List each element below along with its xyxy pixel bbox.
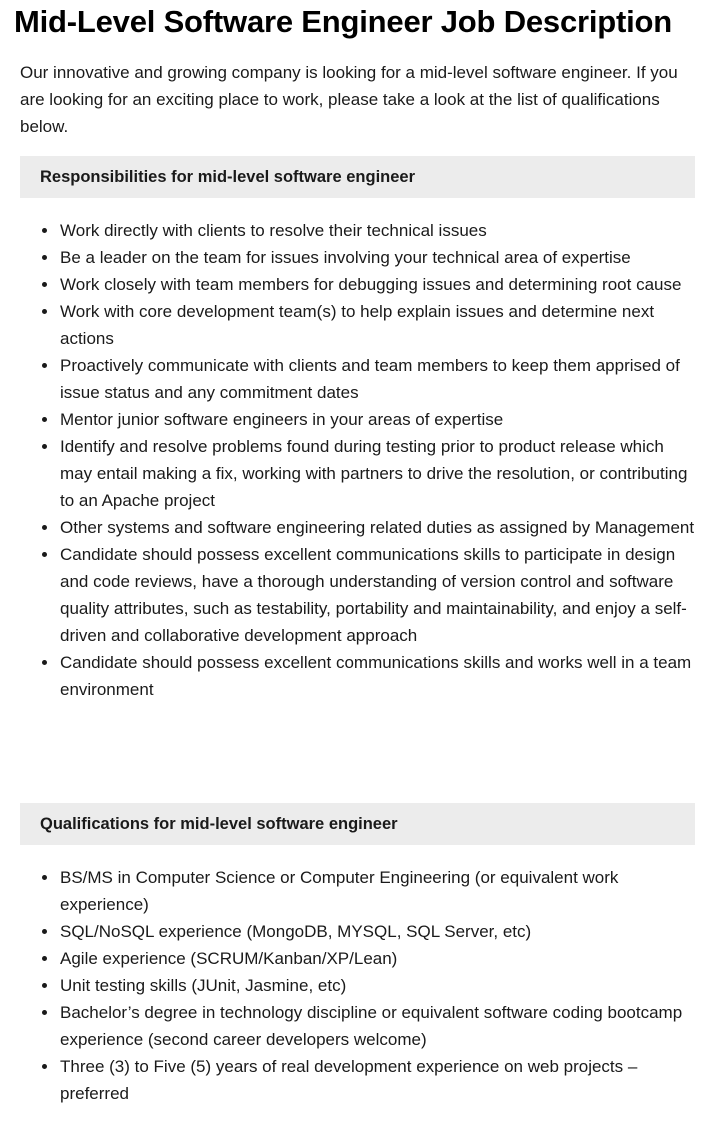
list-item: Three (3) to Five (5) years of real development experience on web projects – preferred bbox=[60, 1053, 695, 1107]
bullet-icon bbox=[42, 363, 47, 368]
qualifications-heading: Qualifications for mid-level software engineer bbox=[20, 803, 695, 845]
list-item: Work with core development team(s) to help explain issues and determine next actions bbox=[60, 298, 695, 352]
bullet-icon bbox=[42, 929, 47, 934]
list-item: Work closely with team members for debugging issues and determining root cause bbox=[60, 271, 695, 298]
list-item: Identify and resolve problems found during testing prior to product release which may entail making a fix, working with partners to drive the resolution, or contributing to an Apache project bbox=[60, 433, 695, 514]
bullet-icon bbox=[42, 983, 47, 988]
bullet-icon bbox=[42, 228, 47, 233]
bullet-icon bbox=[42, 282, 47, 287]
qualifications-list bbox=[20, 864, 695, 1107]
list-item: SQL/NoSQL experience (MongoDB, MYSQL, SQL Server, etc) bbox=[60, 918, 695, 945]
list-item: BS/MS in Computer Science or Computer Engineering (or equivalent work experience) bbox=[60, 864, 695, 918]
list-item: Candidate should possess excellent communications skills to participate in design and code reviews, have a thorough understanding of version control and software quality attributes, such as testability, portability and maintainability, and enjoy a self-driven and collaborative development approach bbox=[60, 541, 695, 649]
bullet-icon bbox=[42, 417, 47, 422]
bullet-icon bbox=[42, 525, 47, 530]
bullet-icon bbox=[42, 444, 47, 449]
bullet-icon bbox=[42, 1010, 47, 1015]
bullet-icon bbox=[42, 309, 47, 314]
list-item: Candidate should possess excellent communications skills and works well in a team environment bbox=[60, 649, 695, 703]
list-item: Proactively communicate with clients and team members to keep them apprised of issue status and any commitment dates bbox=[60, 352, 695, 406]
list-item: Unit testing skills (JUnit, Jasmine, etc) bbox=[60, 972, 695, 999]
bullet-icon bbox=[42, 1064, 47, 1069]
intro-paragraph: Our innovative and growing company is looking for a mid-level software engineer. If you are looking for an exciting place to work, please take a look at the list of qualifications below. bbox=[20, 63, 678, 136]
bullet-icon bbox=[42, 875, 47, 880]
page-title: Mid-Level Software Engineer Job Description bbox=[14, 4, 673, 39]
list-item: Mentor junior software engineers in your areas of expertise bbox=[60, 406, 695, 433]
bullet-icon bbox=[42, 552, 47, 557]
list-item: Agile experience (SCRUM/Kanban/XP/Lean) bbox=[60, 945, 695, 972]
responsibilities-list bbox=[20, 217, 695, 703]
responsibilities-heading: Responsibilities for mid-level software engineer bbox=[20, 156, 695, 198]
bullet-icon bbox=[42, 660, 47, 665]
list-item: Be a leader on the team for issues involving your technical area of expertise bbox=[60, 244, 695, 271]
bullet-icon bbox=[42, 255, 47, 260]
list-item: Bachelor’s degree in technology discipline or equivalent software coding bootcamp experience (second career developers welcome) bbox=[60, 999, 695, 1053]
bullet-icon bbox=[42, 956, 47, 961]
list-item: Work directly with clients to resolve their technical issues bbox=[60, 217, 695, 244]
list-item: Other systems and software engineering related duties as assigned by Management bbox=[60, 514, 695, 541]
